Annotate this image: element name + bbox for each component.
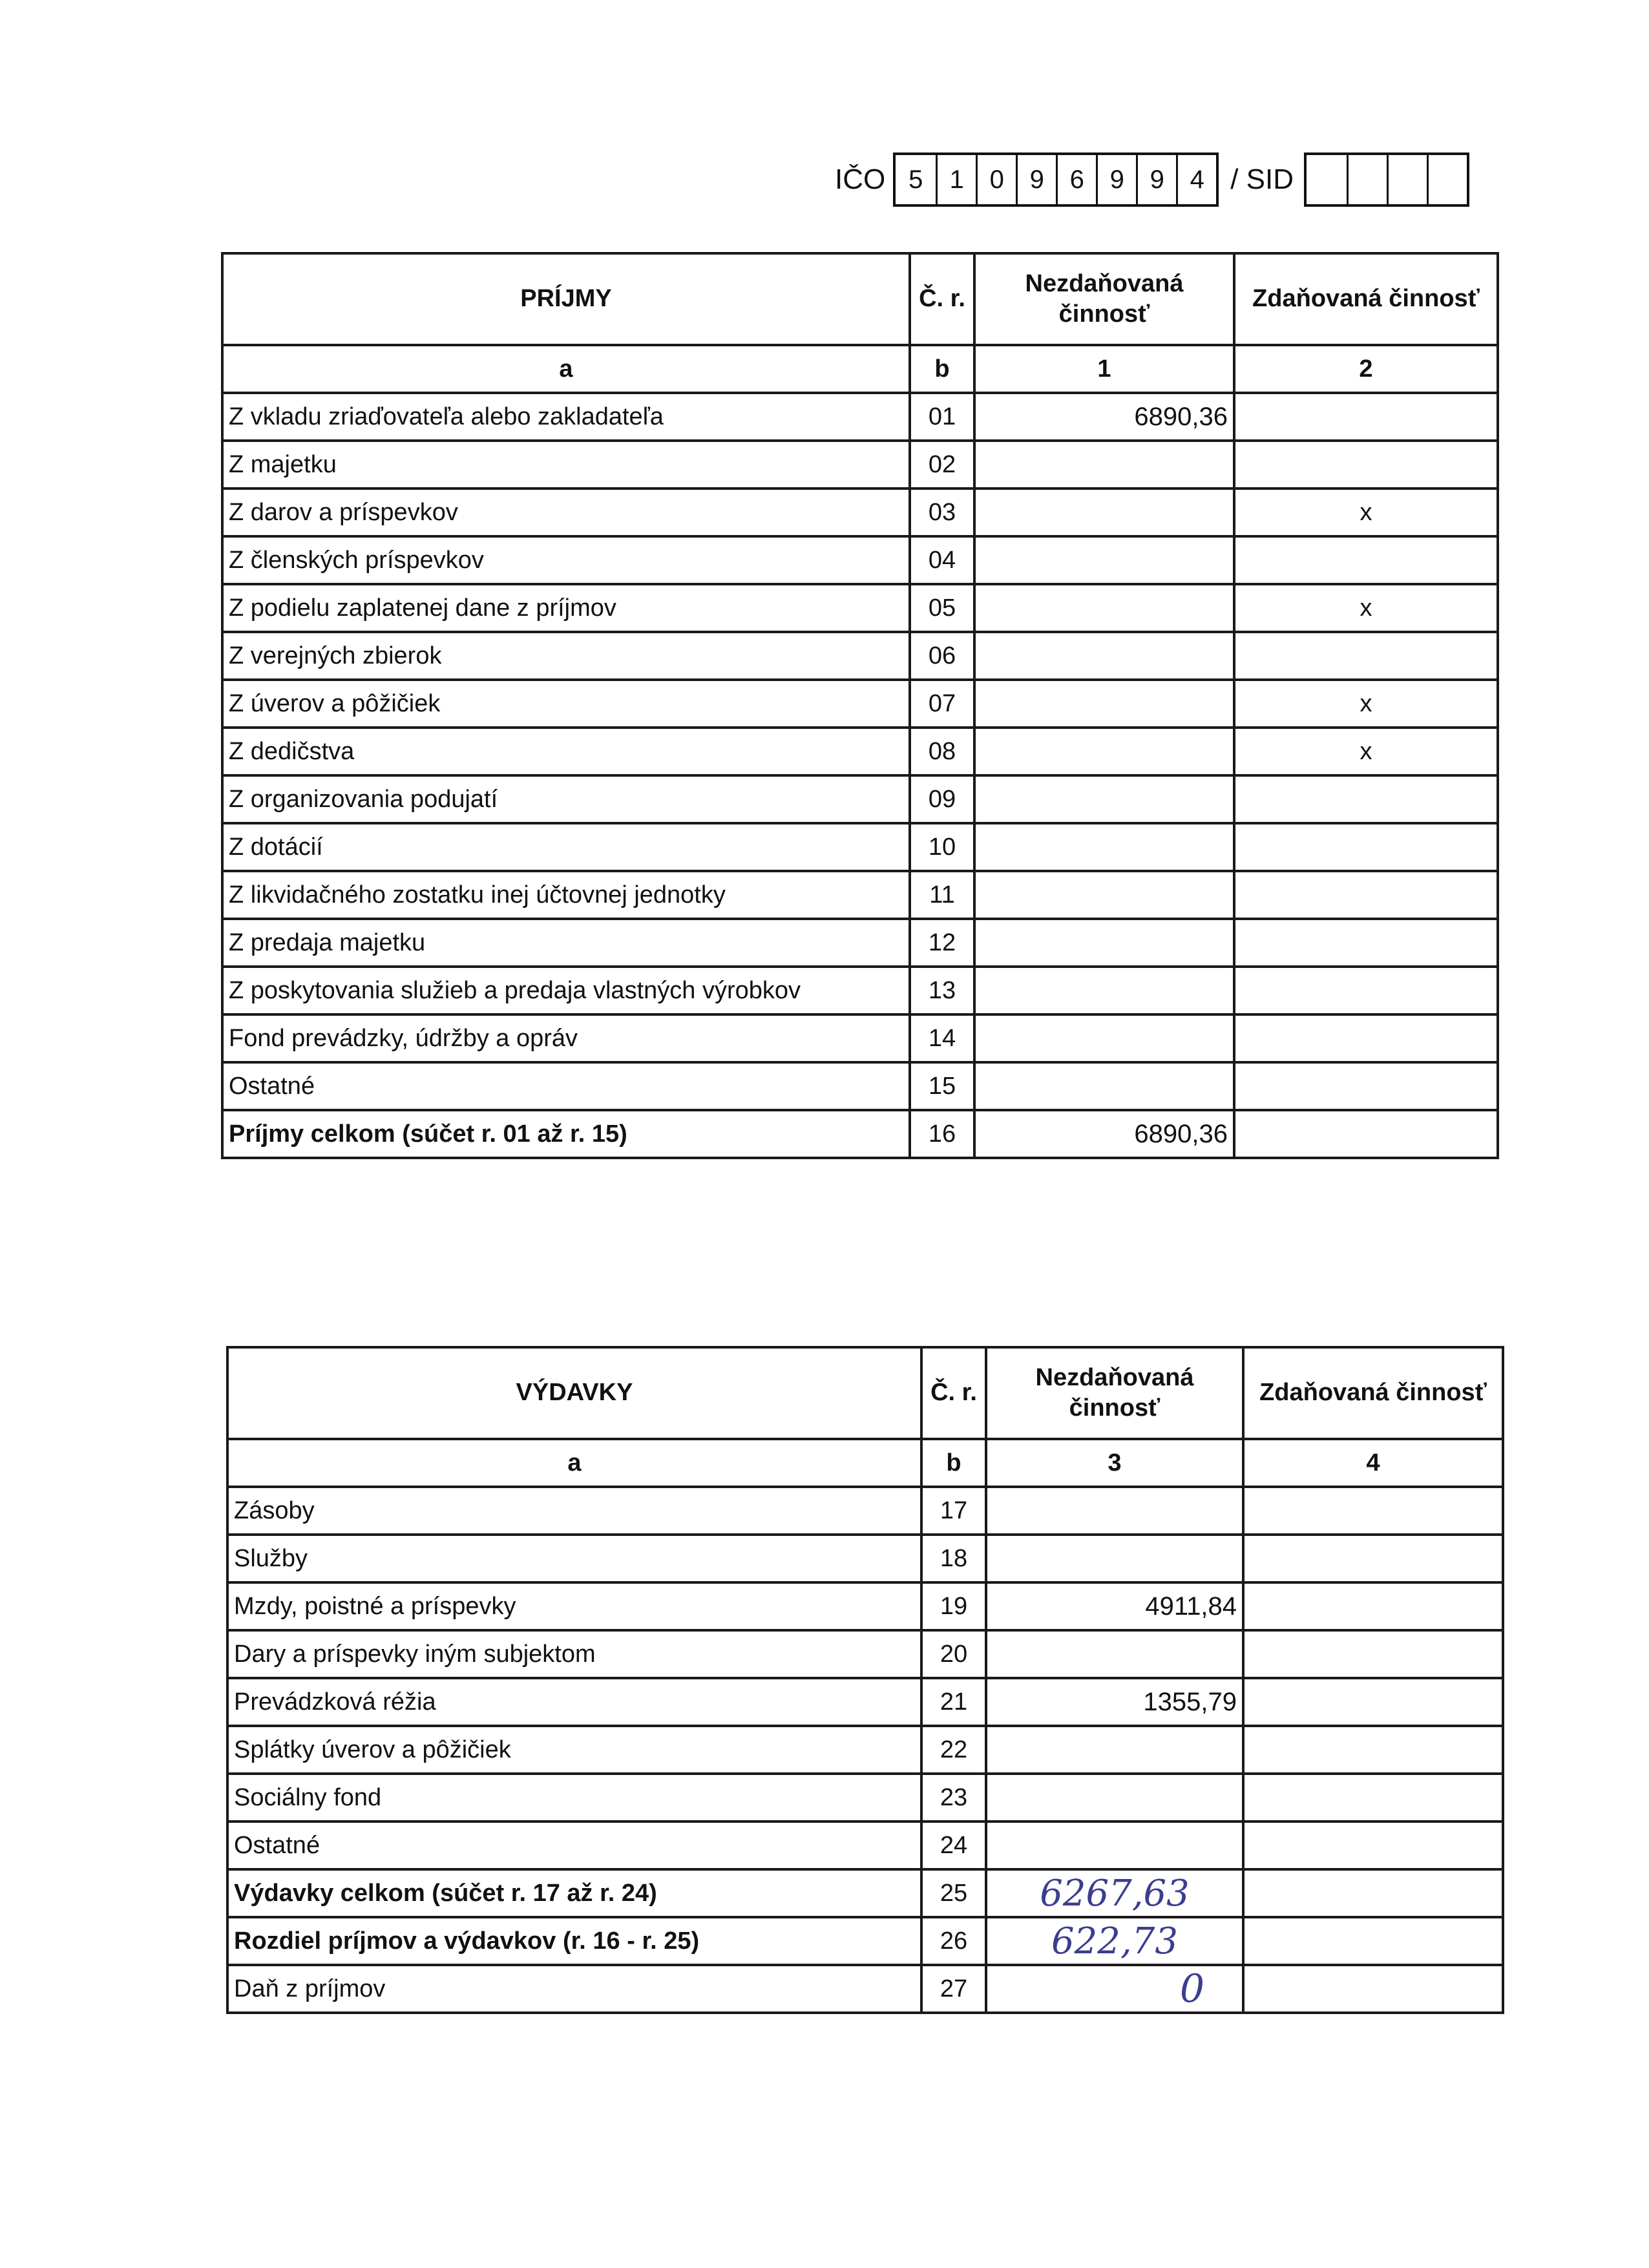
table-row — [222, 871, 1498, 919]
row-nezdanovana — [986, 1869, 1243, 1917]
table-row — [222, 536, 1498, 584]
row-nezdanovana — [986, 1630, 1243, 1678]
handwritten-value: 622,73 — [1051, 1920, 1178, 1962]
row-zdanovana — [1243, 1726, 1503, 1774]
row-number: 10 — [910, 823, 974, 871]
row-zdanovana — [1243, 1535, 1503, 1582]
row-label: Z majetku — [222, 441, 910, 488]
row-nezdanovana — [974, 536, 1234, 584]
row-nezdanovana — [986, 1774, 1243, 1822]
row-nezdanovana — [974, 632, 1234, 680]
row-zdanovana — [1243, 1487, 1503, 1535]
row-number: 12 — [910, 919, 974, 967]
row-number: 09 — [910, 775, 974, 823]
handwritten-value: 6267,63 — [1040, 1872, 1190, 1915]
row-zdanovana — [1243, 1917, 1503, 1965]
row-number: 11 — [910, 871, 974, 919]
row-number: 13 — [910, 967, 974, 1014]
table-row — [222, 967, 1498, 1014]
row-nezdanovana — [974, 680, 1234, 728]
table-row — [222, 919, 1498, 967]
row-label: Z členských príspevkov — [222, 536, 910, 584]
row-nezdanovana — [974, 441, 1234, 488]
row-nezdanovana: 4911,84 — [986, 1582, 1243, 1630]
ico-header — [835, 152, 1469, 207]
row-zdanovana: x — [1234, 488, 1498, 536]
sid-digit — [1427, 155, 1467, 204]
row-number: 24 — [921, 1822, 986, 1869]
col-nezdanovana-text: Nezdaňovaná činnosť — [1035, 1363, 1194, 1422]
row-number: 14 — [910, 1014, 974, 1062]
row-label: Dary a príspevky iným subjektom — [227, 1630, 921, 1678]
row-nezdanovana — [974, 775, 1234, 823]
row-zdanovana — [1243, 1582, 1503, 1630]
row-nezdanovana — [974, 823, 1234, 871]
row-zdanovana — [1243, 1678, 1503, 1726]
row-nezdanovana — [974, 1062, 1234, 1110]
row-label: Z podielu zaplatenej dane z príjmov — [222, 584, 910, 632]
row-zdanovana — [1243, 1630, 1503, 1678]
table-row — [222, 632, 1498, 680]
sub-4: 4 — [1243, 1439, 1503, 1487]
sid-digit — [1347, 155, 1387, 204]
row-label: Fond prevádzky, údržby a opráv — [222, 1014, 910, 1062]
row-nezdanovana: 1355,79 — [986, 1678, 1243, 1726]
table-row — [222, 441, 1498, 488]
row-zdanovana: x — [1234, 680, 1498, 728]
row-zdanovana — [1234, 1062, 1498, 1110]
sub-3: 3 — [986, 1439, 1243, 1487]
row-number: 03 — [910, 488, 974, 536]
vydavky-table — [226, 1346, 1504, 2014]
col-row-number: Č. r. — [910, 253, 974, 345]
row-zdanovana — [1234, 441, 1498, 488]
row-label: Z predaja majetku — [222, 919, 910, 967]
ico-digit: 9 — [1096, 155, 1136, 204]
row-zdanovana — [1243, 1965, 1503, 2013]
table-row — [227, 1535, 1503, 1582]
row-number: 23 — [921, 1774, 986, 1822]
handwritten-value: 0 — [1179, 1966, 1205, 2011]
row-zdanovana — [1234, 823, 1498, 871]
total-row — [222, 1110, 1498, 1158]
row-label: Z verejných zbierok — [222, 632, 910, 680]
row-number: 16 — [910, 1110, 974, 1158]
row-nezdanovana — [974, 488, 1234, 536]
row-zdanovana — [1243, 1774, 1503, 1822]
table-row — [222, 488, 1498, 536]
row-label: Z vkladu zriaďovateľa alebo zakladateľa — [222, 393, 910, 441]
row-number: 17 — [921, 1487, 986, 1535]
row-nezdanovana — [986, 1726, 1243, 1774]
row-label: Z dedičstva — [222, 728, 910, 775]
row-label: Z organizovania podujatí — [222, 775, 910, 823]
total-row — [227, 1917, 1503, 1965]
row-number: 06 — [910, 632, 974, 680]
ico-digit: 6 — [1056, 155, 1096, 204]
ico-label: IČO — [835, 163, 886, 195]
row-zdanovana — [1234, 1110, 1498, 1158]
row-label: Z dotácií — [222, 823, 910, 871]
row-number: 04 — [910, 536, 974, 584]
row-nezdanovana — [974, 584, 1234, 632]
row-label: Z úverov a pôžičiek — [222, 680, 910, 728]
row-number: 19 — [921, 1582, 986, 1630]
row-number: 01 — [910, 393, 974, 441]
row-zdanovana — [1234, 871, 1498, 919]
row-zdanovana: x — [1234, 728, 1498, 775]
col-nezdanovana-text: Nezdaňovaná činnosť — [1025, 269, 1184, 328]
row-label: Mzdy, poistné a príspevky — [227, 1582, 921, 1630]
row-zdanovana: x — [1234, 584, 1498, 632]
row-zdanovana — [1243, 1822, 1503, 1869]
sub-a: a — [222, 345, 910, 393]
total-row — [227, 1869, 1503, 1917]
row-nezdanovana — [974, 967, 1234, 1014]
row-number: 25 — [921, 1869, 986, 1917]
ico-digit-boxes — [893, 152, 1219, 207]
row-label: Z likvidačného zostatku inej účtovnej jednotky — [222, 871, 910, 919]
row-number: 02 — [910, 441, 974, 488]
row-label: Ostatné — [222, 1062, 910, 1110]
sub-b: b — [910, 345, 974, 393]
prijmy-table — [221, 252, 1499, 1159]
row-label: Zásoby — [227, 1487, 921, 1535]
row-nezdanovana — [986, 1965, 1243, 2013]
col-zdanovana: Zdaňovaná činnosť — [1243, 1347, 1503, 1439]
row-label: Služby — [227, 1535, 921, 1582]
table-row — [222, 393, 1498, 441]
ico-digit: 5 — [909, 165, 923, 194]
row-zdanovana — [1234, 393, 1498, 441]
table-row — [227, 1630, 1503, 1678]
row-label: Prevádzková réžia — [227, 1678, 921, 1726]
row-nezdanovana — [986, 1487, 1243, 1535]
ico-digit: 0 — [976, 155, 1016, 204]
col-zdanovana: Zdaňovaná činnosť — [1234, 253, 1498, 345]
sub-1: 1 — [974, 345, 1234, 393]
sub-2: 2 — [1234, 345, 1498, 393]
table-row — [222, 584, 1498, 632]
ico-digit: 9 — [1136, 155, 1176, 204]
row-label: Splátky úverov a pôžičiek — [227, 1726, 921, 1774]
col-nezdanovana — [986, 1347, 1243, 1439]
table-row — [227, 1822, 1503, 1869]
row-label: Rozdiel príjmov a výdavkov (r. 16 - r. 25) — [227, 1917, 921, 1965]
row-zdanovana — [1234, 775, 1498, 823]
row-label: Ostatné — [227, 1822, 921, 1869]
row-nezdanovana — [986, 1535, 1243, 1582]
col-nezdanovana — [974, 253, 1234, 345]
row-label: Daň z príjmov — [227, 1965, 921, 2013]
sid-digit — [1307, 155, 1347, 204]
row-zdanovana — [1243, 1869, 1503, 1917]
sub-b: b — [921, 1439, 986, 1487]
row-number: 18 — [921, 1535, 986, 1582]
row-nezdanovana: 6890,36 — [974, 393, 1234, 441]
row-number: 15 — [910, 1062, 974, 1110]
table-row — [222, 728, 1498, 775]
row-number: 22 — [921, 1726, 986, 1774]
sid-label: / SID — [1230, 163, 1294, 195]
table-row — [227, 1774, 1503, 1822]
ico-digit: 1 — [936, 155, 976, 204]
row-zdanovana — [1234, 632, 1498, 680]
table-row — [222, 1062, 1498, 1110]
row-label: Z poskytovania služieb a predaja vlastných výrobkov — [222, 967, 910, 1014]
row-zdanovana — [1234, 919, 1498, 967]
row-zdanovana — [1234, 1014, 1498, 1062]
col-row-number: Č. r. — [921, 1347, 986, 1439]
ico-digit: 9 — [1016, 155, 1056, 204]
prijmy-title: PRÍJMY — [222, 253, 910, 345]
row-label: Príjmy celkom (súčet r. 01 až r. 15) — [222, 1110, 910, 1158]
table-row — [222, 775, 1498, 823]
sid-digit-boxes — [1304, 152, 1469, 207]
table-row — [227, 1678, 1503, 1726]
sub-a: a — [227, 1439, 921, 1487]
ico-digit: 4 — [1176, 155, 1216, 204]
sid-digit — [1387, 155, 1427, 204]
row-number: 26 — [921, 1917, 986, 1965]
row-nezdanovana — [986, 1917, 1243, 1965]
row-zdanovana — [1234, 967, 1498, 1014]
row-label: Sociálny fond — [227, 1774, 921, 1822]
row-label: Z darov a príspevkov — [222, 488, 910, 536]
row-number: 27 — [921, 1965, 986, 2013]
table-row — [222, 680, 1498, 728]
row-nezdanovana — [974, 919, 1234, 967]
row-nezdanovana — [986, 1822, 1243, 1869]
table-row — [227, 1487, 1503, 1535]
row-label: Výdavky celkom (súčet r. 17 až r. 24) — [227, 1869, 921, 1917]
row-number: 07 — [910, 680, 974, 728]
table-row — [227, 1965, 1503, 2013]
row-number: 21 — [921, 1678, 986, 1726]
vydavky-title: VÝDAVKY — [227, 1347, 921, 1439]
row-nezdanovana — [974, 871, 1234, 919]
row-nezdanovana — [974, 1014, 1234, 1062]
table-row — [227, 1726, 1503, 1774]
table-row — [227, 1582, 1503, 1630]
row-nezdanovana — [974, 728, 1234, 775]
row-nezdanovana: 6890,36 — [974, 1110, 1234, 1158]
table-row — [222, 823, 1498, 871]
table-row — [222, 1014, 1498, 1062]
row-number: 20 — [921, 1630, 986, 1678]
row-number: 05 — [910, 584, 974, 632]
row-zdanovana — [1234, 536, 1498, 584]
row-number: 08 — [910, 728, 974, 775]
